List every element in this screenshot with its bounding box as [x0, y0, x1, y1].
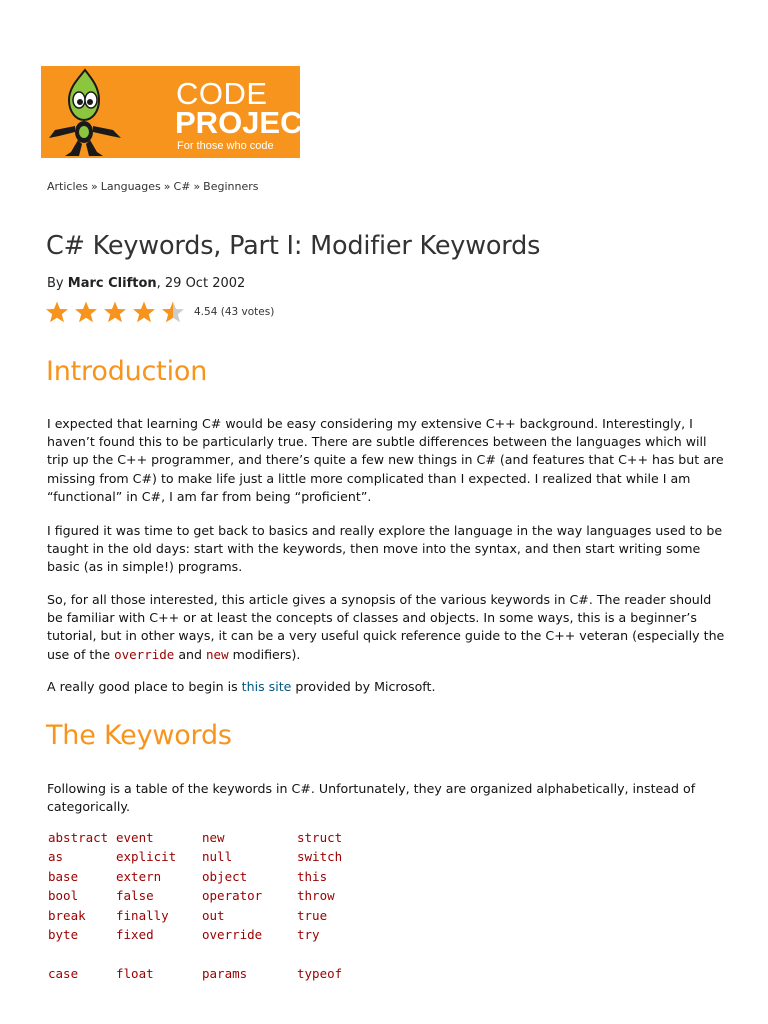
intro-paragraph-3-text: So, for all those interested, this article gives a synopsis of the various keywords in C#. The reader should be familiar with C++ or at least the concepts of classes and objects. In some ways, this is a beginner’s tutorial, but in other ways, it can be a very useful quick reference guide to the C++ veteran (especially the use of the	[47, 592, 725, 662]
intro-paragraph-3-text: modifiers).	[228, 646, 301, 662]
keyword-override: override	[114, 646, 175, 662]
keyword-cell: base	[48, 868, 79, 884]
keywords-table	[48, 830, 367, 987]
page-title: C# Keywords, Part I: Modifier Keywords	[46, 231, 541, 261]
breadcrumb	[47, 180, 259, 193]
keyword-cell: null	[202, 849, 233, 865]
rating[interactable]	[45, 298, 274, 326]
table-row	[48, 908, 367, 927]
keyword-cell: typeof	[297, 966, 343, 982]
intro-paragraph-4-text: provided by Microsoft.	[291, 679, 436, 694]
keyword-cell: event	[116, 830, 154, 845]
logo-tagline: For those who code	[177, 140, 274, 152]
table-row	[48, 869, 367, 888]
star-full-icon[interactable]	[103, 300, 127, 324]
keyword-cell: abstract	[48, 830, 109, 845]
keyword-cell: extern	[116, 868, 162, 884]
codeproject-logo[interactable]	[41, 66, 333, 158]
keyword-cell: override	[202, 926, 263, 942]
keyword-cell: new	[202, 830, 225, 845]
keyword-cell: try	[297, 926, 320, 942]
breadcrumb-articles[interactable]: Articles	[47, 180, 89, 193]
star-half-icon[interactable]	[161, 300, 185, 324]
section-heading-introduction: Introduction	[46, 356, 208, 387]
keyword-cell: finally	[116, 907, 169, 923]
section-heading-keywords: The Keywords	[46, 720, 232, 751]
keyword-cell: this	[297, 868, 328, 884]
this-site-link[interactable]: this site	[241, 679, 292, 694]
keyword-cell: byte	[48, 926, 79, 942]
keyword-cell: params	[202, 966, 248, 982]
intro-paragraph-4-text: A really good place to begin is	[47, 679, 242, 694]
byline	[47, 276, 245, 291]
star-full-icon[interactable]	[45, 300, 69, 324]
keyword-cell: false	[116, 888, 154, 904]
table-row	[48, 927, 367, 946]
intro-paragraph-3-text: and	[174, 646, 207, 662]
table-row	[48, 888, 367, 907]
keyword-new: new	[206, 646, 229, 662]
breadcrumb-csharp[interactable]: C#	[173, 180, 191, 193]
keyword-cell: true	[297, 907, 328, 923]
keyword-cell: float	[116, 966, 154, 982]
logo-text-code: CODE	[176, 76, 268, 111]
logo-text-project: PROJECT	[175, 105, 322, 140]
keyword-cell: operator	[202, 888, 263, 904]
intro-paragraph-1: I expected that learning C# would be easy considering my extensive C++ background. Interestingly, I haven’t found this to be particularly true. There are subtle differences between the languages which will trip up the C++ programmer, and there’s quite a few new things in C# (and features that C++ has but are missing from C#) to make life just a little more complicated than I expected. I realized that while I am “functional” in C#, I am far from being “proficient”.	[47, 416, 724, 504]
keyword-cell: case	[48, 966, 79, 982]
by-label: By	[47, 276, 64, 291]
intro-paragraph-4	[47, 678, 727, 696]
keyword-cell: break	[48, 907, 86, 923]
keyword-cell: bool	[48, 888, 79, 904]
registered-mark: ®	[326, 110, 333, 118]
table-row	[48, 830, 367, 849]
keyword-cell: struct	[297, 830, 343, 845]
table-row	[48, 946, 367, 987]
breadcrumb-beginners[interactable]: Beginners	[203, 180, 259, 193]
keyword-cell: fixed	[116, 926, 154, 942]
star-full-icon[interactable]	[74, 300, 98, 324]
author-link[interactable]: Marc Clifton	[67, 276, 157, 291]
intro-paragraph-3	[47, 591, 727, 664]
rating-score: 4.54 (43 votes)	[194, 306, 275, 318]
publish-date: , 29 Oct 2002	[156, 276, 246, 291]
keyword-cell: object	[202, 868, 248, 884]
keyword-cell: as	[48, 849, 64, 865]
keyword-cell: explicit	[116, 849, 177, 865]
keywords-paragraph: Following is a table of the keywords in C#. Unfortunately, they are organized alphabetically, instead of categorically.	[47, 781, 696, 815]
intro-paragraph-2: I figured it was time to get back to basics and really explore the language in the way languages used to be taught in the old days: start with the keywords, then move into the syntax, and then start writing some basic (as in simple!) programs.	[47, 523, 723, 575]
breadcrumb-separator: »	[193, 180, 201, 193]
keyword-cell: out	[202, 907, 225, 923]
keyword-cell: throw	[297, 888, 335, 904]
table-row	[48, 849, 367, 868]
star-full-icon[interactable]	[132, 300, 156, 324]
breadcrumb-separator: »	[91, 180, 98, 193]
breadcrumb-separator: »	[163, 180, 171, 193]
breadcrumb-languages[interactable]: Languages	[100, 180, 161, 193]
keyword-cell: switch	[297, 849, 343, 865]
